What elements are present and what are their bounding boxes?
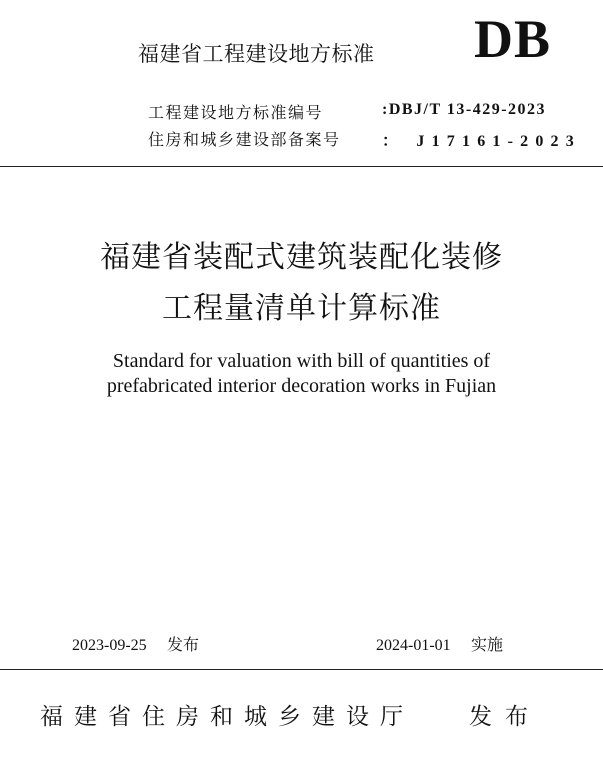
footer-divider — [0, 669, 603, 670]
filing-number-row — [148, 127, 581, 150]
standard-number-value: :DBJ/T 13-429-2023 — [382, 101, 547, 118]
implement-date-row — [376, 632, 503, 655]
title-en-line-1: Standard for valuation with bill of quantities of — [112, 350, 491, 372]
standard-series-title: 福建省工程建设地方标准 — [138, 42, 375, 66]
title-en-line-2: prefabricated interior decoration works in Fujian — [106, 375, 497, 397]
filing-number-label: 住房和城乡建设部备案号 — [148, 130, 341, 149]
publish-date-row — [72, 632, 199, 655]
db-logo: DB — [474, 9, 552, 69]
title-cn-line-1: 福建省装配式建筑装配化装修 — [100, 240, 503, 275]
issuer-name: 福建省住房和城乡建设厅 — [40, 704, 414, 730]
publish-date: 2023-09-25 — [72, 637, 147, 654]
title-cn-line-2: 工程量清单计算标准 — [162, 291, 441, 326]
standard-number-row — [148, 100, 547, 123]
publish-label: 发布 — [167, 635, 200, 654]
header-divider — [0, 166, 603, 167]
issue-label: 发布 — [469, 704, 541, 730]
filing-number-value: ： J17161-2023 — [382, 133, 581, 150]
standard-number-label: 工程建设地方标准编号 — [148, 103, 324, 122]
implement-label: 实施 — [471, 635, 504, 654]
implement-date: 2024-01-01 — [376, 637, 451, 654]
